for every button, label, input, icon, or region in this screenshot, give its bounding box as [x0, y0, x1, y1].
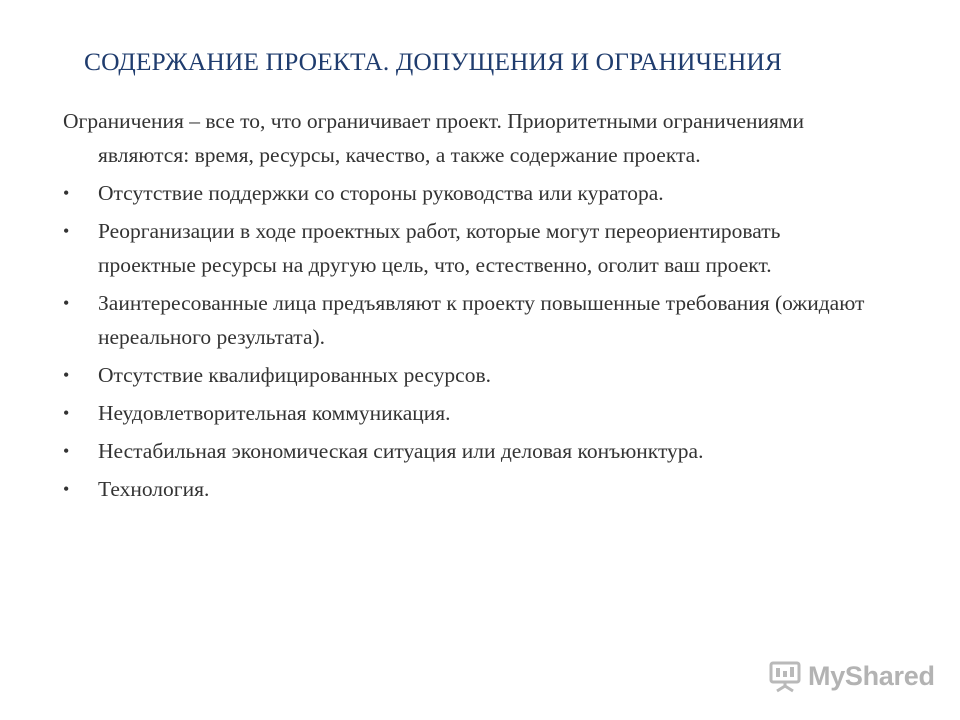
bullet-icon: • — [63, 183, 70, 203]
bullet-item — [63, 176, 883, 210]
bullet-text: Технология. — [98, 477, 210, 501]
bullet-item — [63, 214, 883, 282]
watermark-text: MyShared — [808, 660, 935, 691]
bullet-icon: • — [63, 293, 70, 313]
bullet-text: Неудовлетворительная коммуникация. — [98, 401, 451, 425]
bullet-text: Заинтересованные лица предъявляют к проекту повышенные требования (ожидают нереального результата). — [98, 291, 865, 349]
bullet-item — [63, 472, 883, 506]
slide-content — [63, 104, 883, 510]
bullet-icon: • — [63, 479, 70, 499]
bullet-list — [63, 176, 883, 506]
bullet-item — [63, 396, 883, 430]
slide-title: СОДЕРЖАНИЕ ПРОЕКТА. ДОПУЩЕНИЯ И ОГРАНИЧЕНИЯ — [84, 47, 783, 76]
bullet-icon: • — [63, 403, 70, 423]
bullet-text: Отсутствие квалифицированных ресурсов. — [98, 363, 491, 387]
bullet-text: Отсутствие поддержки со стороны руководства или куратора. — [98, 181, 664, 205]
myshared-watermark — [768, 656, 935, 696]
bullet-text: Нестабильная экономическая ситуация или деловая конъюнктура. — [98, 439, 704, 463]
bullet-icon: • — [63, 221, 70, 241]
bullet-item — [63, 358, 883, 392]
bullet-item — [63, 434, 883, 468]
bullet-icon: • — [63, 365, 70, 385]
bullet-text: Реорганизации в ходе проектных работ, которые могут переориентировать проектные ресурсы на другую цель, что, естественно, оголит ваш проект. — [98, 219, 781, 277]
presentation-board-icon — [768, 659, 802, 693]
intro-paragraph: Ограничения – все то, что ограничивает проект. Приоритетными ограничениями являются: время, ресурсы, качество, а также содержание проекта. — [63, 109, 805, 167]
bullet-icon: • — [63, 441, 70, 461]
bullet-item — [63, 286, 883, 354]
